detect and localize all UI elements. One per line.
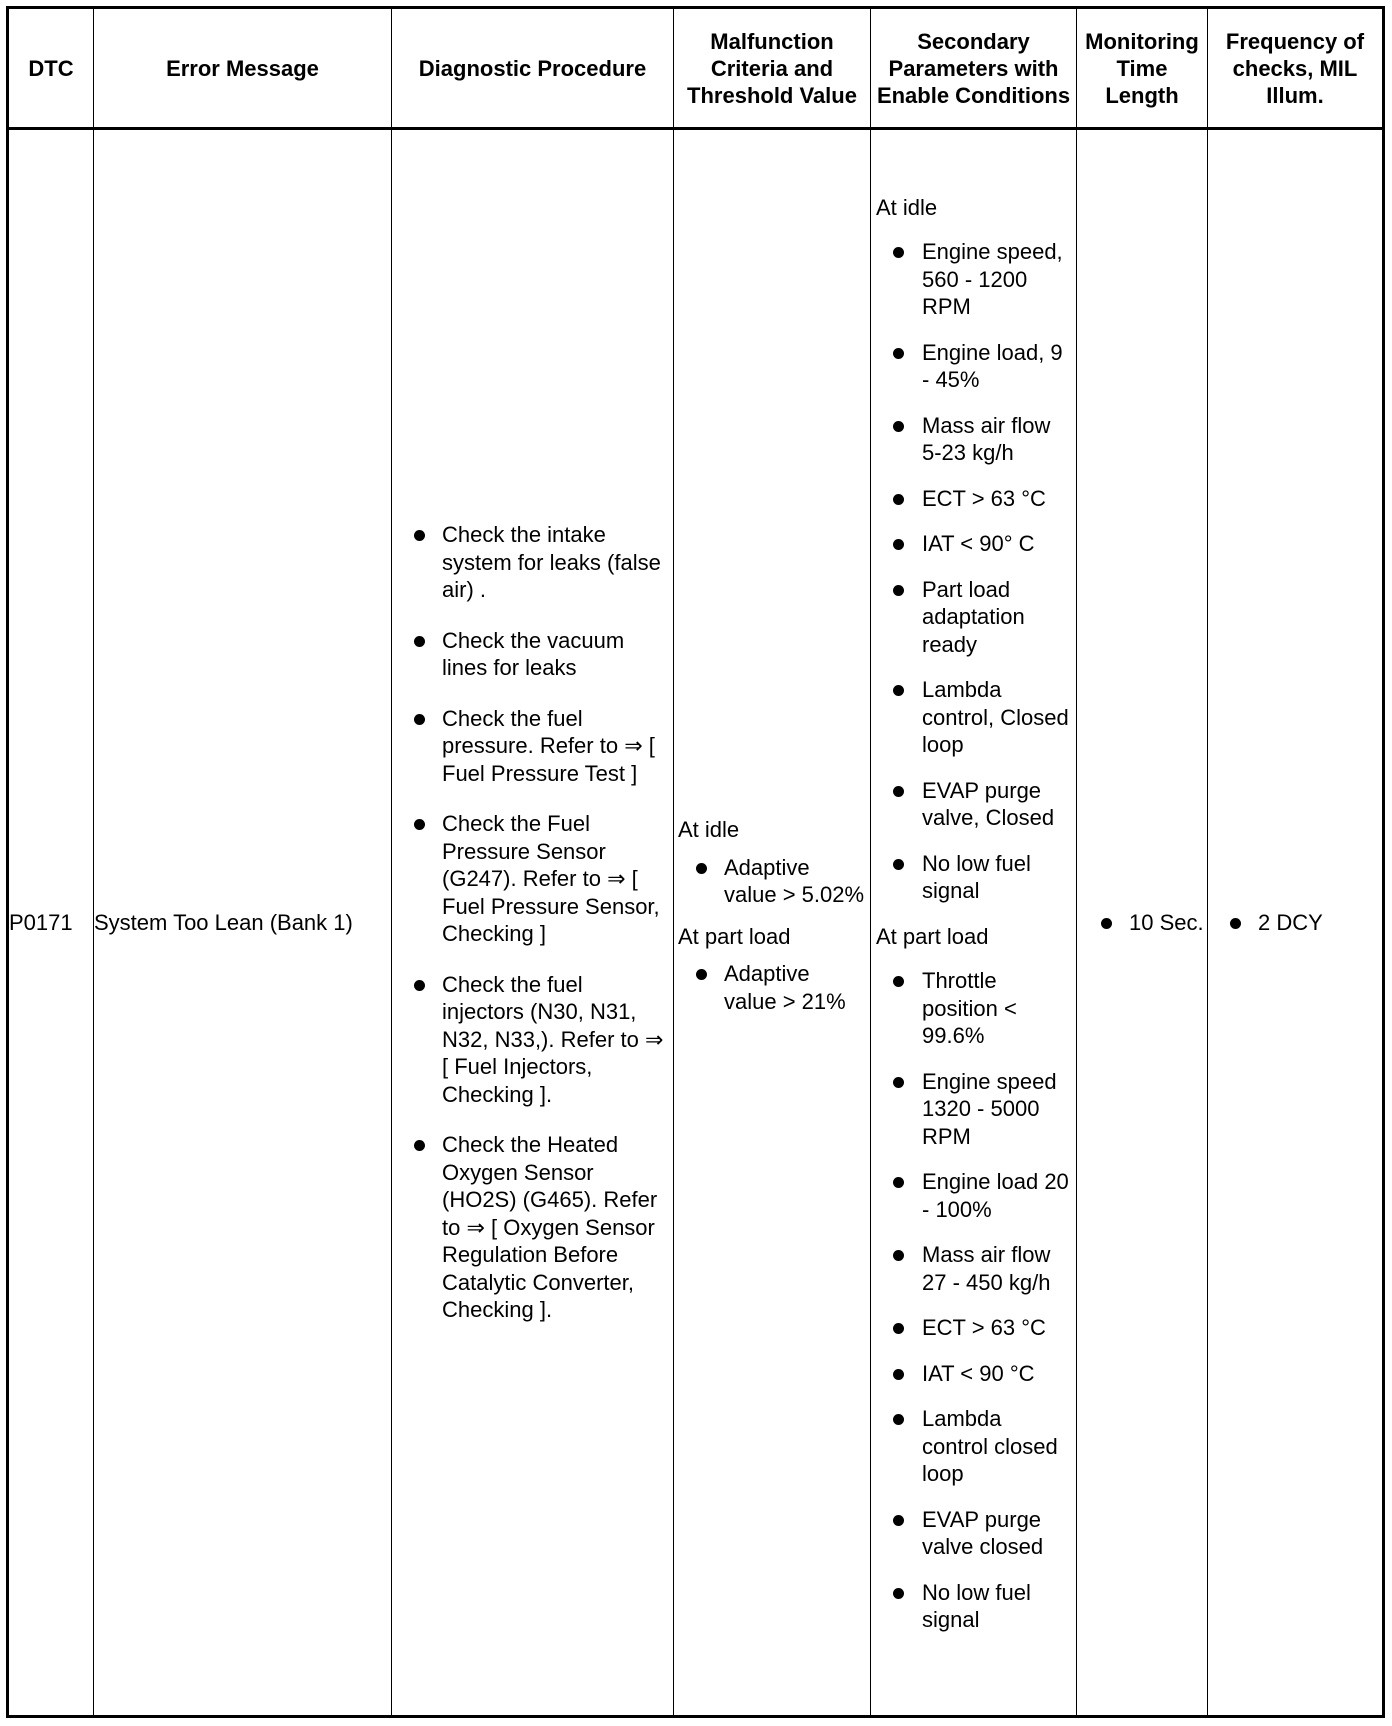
list-item-text: Engine speed 1320 - 5000 RPM bbox=[922, 1068, 1057, 1149]
list-item-text: Adaptive value > 21% bbox=[724, 961, 846, 1014]
list-item-text: Engine load, 9 - 45% bbox=[922, 339, 1063, 392]
monitoring-time-list bbox=[1077, 909, 1207, 937]
table-row bbox=[8, 129, 1384, 1717]
bullet-icon bbox=[893, 859, 904, 870]
bullet-icon bbox=[414, 819, 425, 830]
bullet-icon bbox=[414, 980, 425, 991]
list-item-text: Check the fuel pressure. Refer to ⇒ [ Fuel Pressure Test ] bbox=[442, 705, 655, 786]
list-item-text: Lambda control, Closed loop bbox=[922, 677, 1069, 757]
list-item bbox=[871, 1405, 1072, 1488]
header-dtc: DTC bbox=[8, 8, 94, 129]
header-diagnostic-procedure: Diagnostic Procedure bbox=[392, 8, 674, 129]
list-item bbox=[674, 960, 866, 1015]
bullet-icon bbox=[414, 530, 425, 541]
list-item-text: Mass air flow 27 - 450 kg/h bbox=[922, 1242, 1051, 1295]
dtc-code-cell: P0171 bbox=[8, 129, 94, 1717]
dtc-table bbox=[6, 6, 1385, 1718]
header-frequency: Frequency of checks, MIL Illum. bbox=[1208, 8, 1384, 129]
list-item bbox=[1077, 909, 1207, 937]
list-item bbox=[871, 530, 1072, 558]
list-item bbox=[392, 810, 669, 948]
bullet-icon bbox=[893, 494, 904, 505]
diagnostic-procedure-list bbox=[392, 521, 669, 1324]
bullet-icon bbox=[893, 585, 904, 596]
table-header bbox=[8, 8, 1384, 129]
bullet-icon bbox=[696, 863, 707, 874]
list-item bbox=[392, 521, 669, 604]
malfunction-idle-list bbox=[674, 854, 866, 909]
list-item bbox=[871, 850, 1072, 905]
malfunction-part-load-title: At part load bbox=[678, 923, 791, 949]
bullet-icon bbox=[893, 421, 904, 432]
bullet-icon bbox=[893, 1250, 904, 1261]
bullet-icon bbox=[414, 636, 425, 647]
monitoring-time-cell bbox=[1077, 129, 1208, 1717]
bullet-icon bbox=[893, 976, 904, 987]
bullet-icon bbox=[1230, 918, 1241, 929]
bullet-icon bbox=[696, 969, 707, 980]
bullet-icon bbox=[893, 1588, 904, 1599]
list-item bbox=[392, 627, 669, 682]
list-item-text: IAT < 90 °C bbox=[922, 1360, 1035, 1386]
list-item-text: 2 DCY bbox=[1258, 909, 1323, 935]
list-item bbox=[871, 1314, 1072, 1342]
secondary-part-load-title: At part load bbox=[876, 923, 989, 949]
bullet-icon bbox=[893, 1369, 904, 1380]
list-item bbox=[871, 576, 1072, 659]
list-item bbox=[871, 1068, 1072, 1151]
list-item bbox=[674, 854, 866, 909]
list-item bbox=[871, 238, 1072, 321]
bullet-icon bbox=[1101, 918, 1112, 929]
list-item-text: EVAP purge valve, Closed bbox=[922, 777, 1055, 830]
list-item bbox=[871, 339, 1072, 394]
list-item-text: Part load adaptation ready bbox=[922, 576, 1025, 657]
header-error-message: Error Message bbox=[94, 8, 392, 129]
list-item bbox=[392, 971, 669, 1109]
list-item-text: Check the fuel injectors (N30, N31, N32, N33,). Refer to ⇒ [ Fuel Injectors, Checking ]. bbox=[442, 971, 664, 1107]
list-item-text: No low fuel signal bbox=[922, 850, 1031, 903]
diagnostic-procedure-cell bbox=[392, 129, 674, 1717]
bullet-icon bbox=[893, 348, 904, 359]
list-item bbox=[871, 777, 1072, 832]
bullet-icon bbox=[893, 1515, 904, 1526]
secondary-part-load-list bbox=[871, 967, 1072, 1634]
table-body bbox=[8, 129, 1384, 1717]
bullet-icon bbox=[893, 539, 904, 550]
bullet-icon bbox=[893, 1177, 904, 1188]
list-item bbox=[871, 485, 1072, 513]
header-row bbox=[8, 8, 1384, 129]
list-item-text: ECT > 63 °C bbox=[922, 485, 1046, 511]
error-message-cell: System Too Lean (Bank 1) bbox=[94, 129, 392, 1717]
list-item-text: 10 Sec. bbox=[1129, 909, 1204, 935]
list-item bbox=[871, 1168, 1072, 1223]
list-item-text: Mass air flow 5-23 kg/h bbox=[922, 412, 1051, 465]
list-item-text: Engine load 20 - 100% bbox=[922, 1169, 1069, 1222]
list-item bbox=[392, 705, 669, 788]
secondary-parameters-cell bbox=[871, 129, 1077, 1717]
malfunction-idle-title: At idle bbox=[678, 817, 740, 842]
malfunction-criteria-cell bbox=[674, 129, 871, 1717]
malfunction-part-load-list bbox=[674, 960, 866, 1015]
bullet-icon bbox=[414, 714, 425, 725]
list-item-text: No low fuel signal bbox=[922, 1579, 1031, 1632]
list-item-text: Engine speed, 560 - 1200 RPM bbox=[922, 239, 1063, 319]
header-monitoring-time: Monitoring Time Length bbox=[1077, 8, 1208, 129]
bullet-icon bbox=[893, 1414, 904, 1425]
list-item-text: Check the Fuel Pressure Sensor (G247). Refer to ⇒ [ Fuel Pressure Sensor, Checking ] bbox=[442, 811, 660, 947]
list-item bbox=[871, 967, 1072, 1050]
list-item-text: Check the Heated Oxygen Sensor (HO2S) (G465). Refer to ⇒ [ Oxygen Sensor Regulation Before Catalytic Converter, Checking ]. bbox=[442, 1132, 658, 1323]
secondary-idle-list bbox=[871, 238, 1072, 905]
list-item-text: Check the vacuum lines for leaks bbox=[442, 627, 625, 681]
bullet-icon bbox=[893, 1077, 904, 1088]
bullet-icon bbox=[414, 1140, 425, 1151]
list-item bbox=[871, 412, 1072, 467]
header-malfunction-criteria: Malfunction Criteria and Threshold Value bbox=[674, 8, 871, 129]
secondary-idle-title: At idle bbox=[876, 194, 938, 220]
frequency-cell bbox=[1208, 129, 1384, 1717]
bullet-icon bbox=[893, 1323, 904, 1334]
frequency-list bbox=[1208, 909, 1382, 937]
list-item bbox=[871, 1579, 1072, 1634]
list-item-text: EVAP purge valve closed bbox=[922, 1506, 1044, 1559]
bullet-icon bbox=[893, 786, 904, 797]
list-item-text: Lambda control closed loop bbox=[922, 1406, 1058, 1486]
list-item bbox=[871, 1506, 1072, 1561]
bullet-icon bbox=[893, 685, 904, 696]
list-item bbox=[871, 1241, 1072, 1296]
list-item bbox=[1208, 909, 1382, 937]
list-item-text: Check the intake system for leaks (false air) . bbox=[442, 522, 661, 603]
bullet-icon bbox=[893, 247, 904, 258]
list-item-text: ECT > 63 °C bbox=[922, 1315, 1046, 1340]
list-item-text: IAT < 90° C bbox=[922, 531, 1035, 556]
list-item-text: Adaptive value > 5.02% bbox=[724, 854, 865, 907]
list-item bbox=[871, 1360, 1072, 1388]
list-item bbox=[392, 1131, 669, 1324]
list-item-text: Throttle position < 99.6% bbox=[922, 968, 1017, 1048]
header-secondary-parameters: Secondary Parameters with Enable Conditions bbox=[871, 8, 1077, 129]
list-item bbox=[871, 676, 1072, 759]
